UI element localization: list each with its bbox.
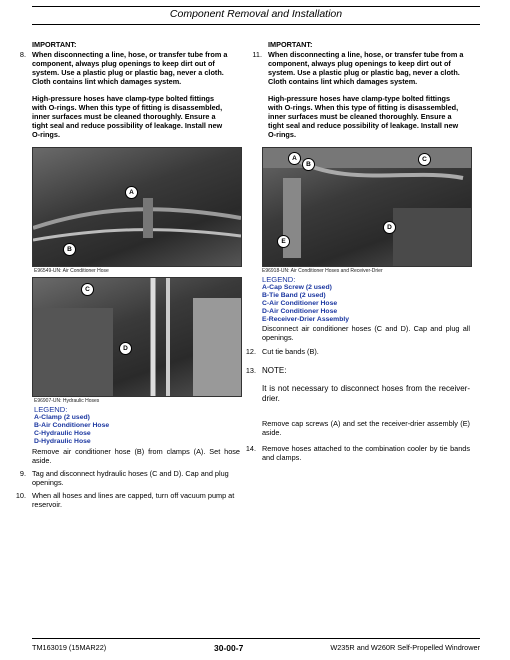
figure-id: E96549-UN: Air Conditioner Hose [34,268,109,274]
step-number: 9. [19,469,26,478]
step-number: 14. [245,444,256,453]
callout-e: E [277,235,290,248]
legend-item: E-Receiver-Drier Assembly [262,316,350,323]
legend-list [34,414,109,446]
step-text: Cut tie bands (B). [262,347,319,356]
callout-b: B [63,243,76,256]
footer-rule [32,638,480,639]
header-rule-bottom [32,24,480,25]
legend-item: B-Air Conditioner Hose [34,422,110,429]
legend-list [262,284,349,324]
step-14 [236,444,470,462]
remove-cap-screws-text: Remove cap screws (A) and set the receiver-drier assembly (E) aside. [262,419,470,437]
important-text: When disconnecting a line, hose, or transfer tube from a component, always plug openings to keep dirt out of system. Use a plastic plug or plastic bag, never a cloth. Cloth contains lint which damages system. [32,50,228,86]
legend-item: C-Air Conditioner Hose [262,300,338,307]
figure-hydraulic-hoses [32,277,242,397]
receiver-drier-illustration [263,148,471,266]
callout-d: D [383,221,396,234]
important-title: IMPORTANT: [268,40,313,49]
pressure-note [6,94,228,139]
figure-air-conditioner-hose [32,147,242,267]
callout-a: A [288,152,301,165]
step-number: 11. [252,50,262,59]
step-10 [6,491,240,509]
footer-title: W235R and W260R Self-Propelled Windrower [330,643,480,652]
legend-item: A-Cap Screw (2 used) [262,284,332,291]
step-13 [236,366,470,375]
right-column [242,40,464,139]
important-title: IMPORTANT: [32,40,77,49]
disconnect-text: Disconnect air conditioner hoses (C and D). Cap and plug all openings. [262,324,470,342]
callout-b: B [302,158,315,171]
header-rule-top [32,6,480,7]
legend-title: LEGEND: [34,405,68,414]
callout-c: C [81,283,94,296]
step-number: 8. [19,50,26,59]
pressure-text: High-pressure hoses have clamp-type bolted fittings with O-rings. When this type of fitting is disassembled, inner surfaces must be cleaned thoroughly. Ensure a tight seal and reduce possibility of leakage. Install new O-rings. [268,94,459,139]
step-9 [6,469,240,487]
note-label: NOTE: [262,366,287,375]
note-text: It is not necessary to disconnect hoses from the receiver-drier. [262,384,470,403]
callout-d: D [119,342,132,355]
legend-item: D-Hydraulic Hose [34,438,91,445]
step-number: 13. [245,366,256,375]
legend-item: B-Tie Band (2 used) [262,292,326,299]
remove-hose-text: Remove air conditioner hose (B) from clamps (A). Set hose aside. [32,447,240,465]
step-text: Tag and disconnect hydraulic hoses (C and D). Cap and plug openings. [32,469,229,487]
legend-title: LEGEND: [262,275,296,284]
step-number: 10. [15,491,26,500]
hydraulic-illustration [33,278,241,396]
left-column [6,40,228,139]
step-text: When all hoses and lines are capped, turn off vacuum pump at reservoir. [32,491,235,509]
step-number: 12. [245,347,256,356]
page-title: Component Removal and Installation [169,8,343,20]
callout-c: C [418,153,431,166]
pressure-text: High-pressure hoses have clamp-type bolted fittings with O-rings. When this type of fitting is disassembled, inner surfaces must be cleaned thoroughly. Ensure a tight seal and reduce possibility of leakage. Install new O-rings. [32,94,223,139]
footer-page-number: 30-00-7 [214,643,244,653]
legend-item: A-Clamp (2 used) [34,414,90,421]
step-text: Remove hoses attached to the combination cooler by tie bands and clamps. [262,444,470,462]
figure-id: E96907-UN: Hydraulic Hoses [34,398,100,404]
callout-a: A [125,186,138,199]
footer-doc-id: TM163019 (15MAR22) [32,643,107,652]
legend-item: D-Air Conditioner Hose [262,308,338,315]
important-text: When disconnecting a line, hose, or transfer tube from a component, always plug openings to keep dirt out of system. Use a plastic plug or plastic bag, never a cloth. Cloth contains lint which damages system. [268,50,464,86]
legend-item: C-Hydraulic Hose [34,430,91,437]
step-11 [242,50,464,86]
step-12 [236,347,470,356]
figure-id: E96918-UN: Air Conditioner Hoses and Receiver-Drier [262,268,383,274]
pressure-note [242,94,464,139]
step-8 [6,50,228,86]
figure-ac-hoses-receiver-drier [262,147,472,267]
